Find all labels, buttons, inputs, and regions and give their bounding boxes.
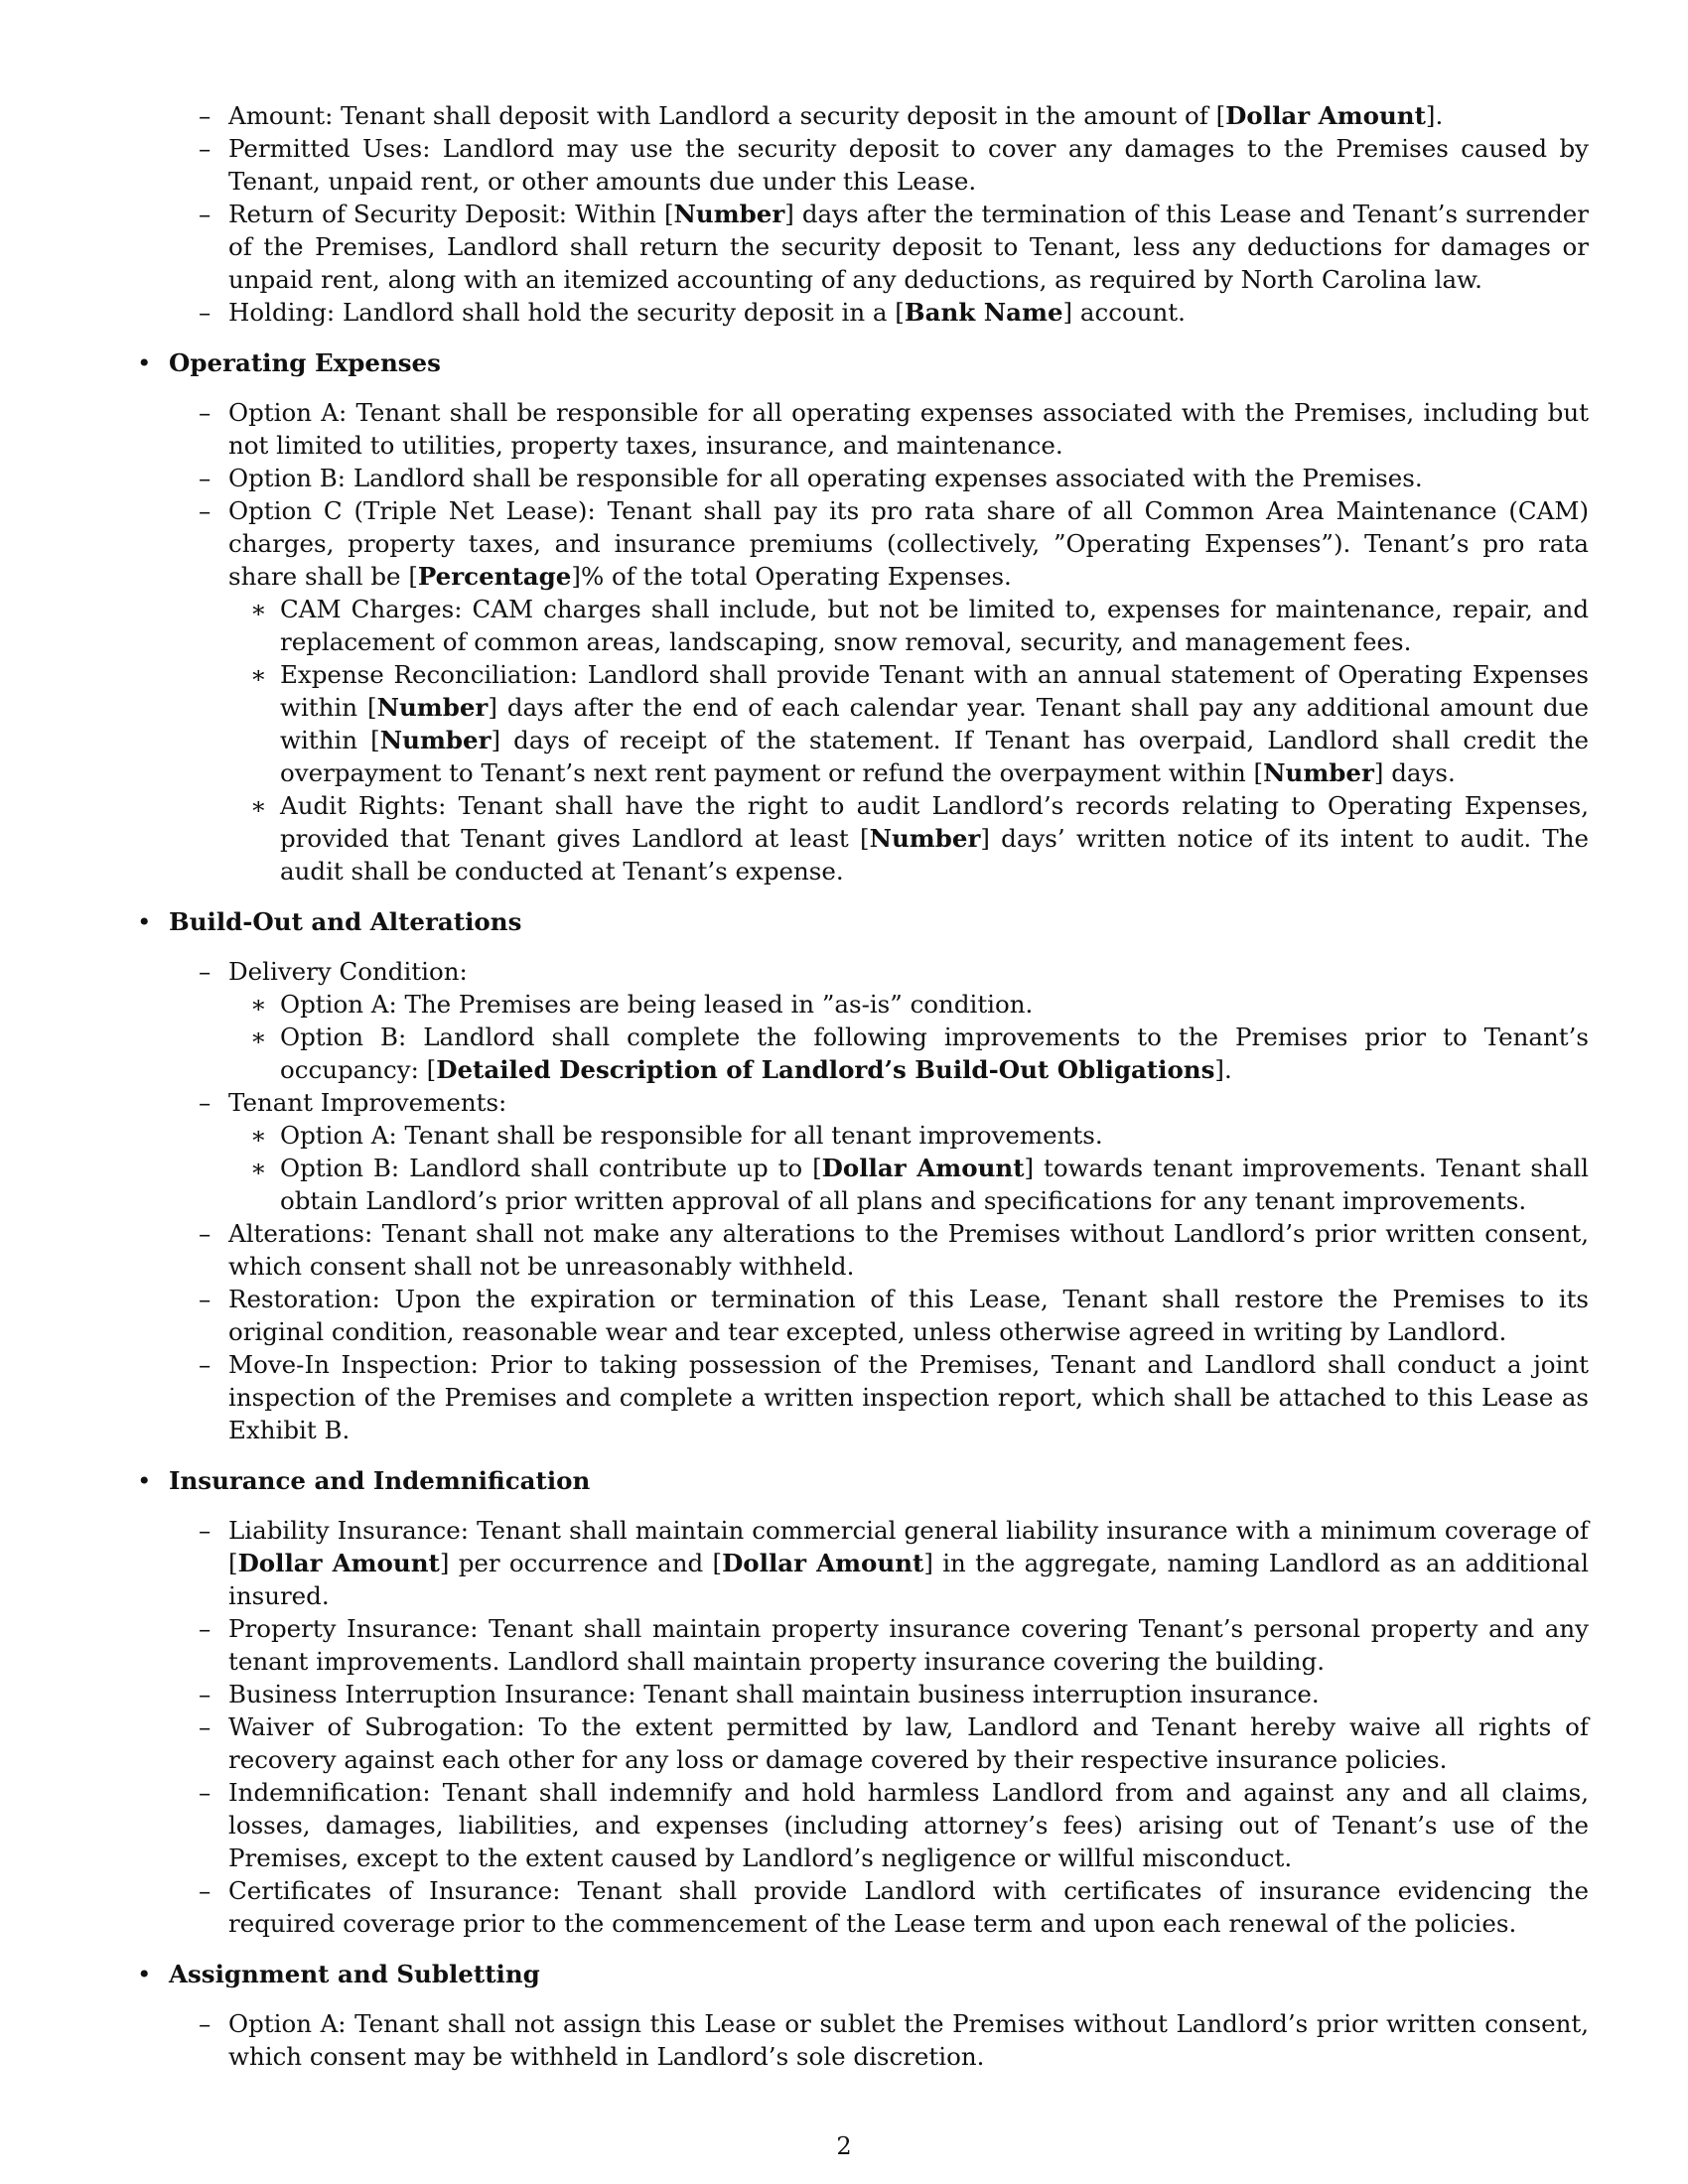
bullet-marker: • [137, 1960, 152, 1988]
bullet-marker: • [137, 348, 152, 377]
placeholder-field: Detailed Description of Landlord’s Build-Out Obligations [436, 1055, 1215, 1084]
placeholder-field: Number [869, 824, 981, 853]
dash-marker: – [199, 1712, 211, 1741]
list-item: – Liability Insurance: Tenant shall maintain commercial general liability insurance with a minimum coverage of [Dollar Amount] per occurrence and [Dollar Amount] in the aggregate, naming Landlord as an additional insured. [199, 1516, 1590, 1610]
dash-marker: – [199, 2009, 211, 2038]
list-item: – Option B: Landlord shall be responsible for all operating expenses associated with the Premises. [199, 464, 1423, 492]
placeholder-field: Dollar Amount [821, 1154, 1025, 1182]
placeholder-field: Number [1263, 758, 1374, 787]
list-item: – Tenant Improvements: [199, 1088, 507, 1117]
section-operating-expenses [129, 346, 1589, 887]
dash-marker: – [199, 200, 211, 228]
list-item: – Return of Security Deposit: Within [Number] days after the termination of this Lease and Tenant’s surrender of the Premises, Landlord shall return the security deposit to Tenant, less any deductions for damages or unpaid rent, along with an itemized accounting of any deductions, as required by North Carolina law. [199, 200, 1589, 294]
dash-marker: – [199, 101, 211, 130]
star-marker: ∗ [250, 1154, 267, 1182]
list-item: – Holding: Landlord shall hold the security deposit in a [Bank Name] account. [199, 298, 1186, 327]
list-item: – Indemnification: Tenant shall indemnify and hold harmless Landlord from and against any and all claims, losses, damages, liabilities, and expenses (including attorney’s fees) arising out of Tenant’s use of the Premises, except to the extent caused by Landlord’s negligence or willful misconduct. [199, 1778, 1589, 1872]
dash-marker: – [199, 1876, 211, 1905]
list-item: ∗ CAM Charges: CAM charges shall include, but not be limited to, expenses for maintenance, repair, and replacement of common areas, landscaping, snow removal, security, and management fees. [250, 595, 1589, 656]
list-item: – Alterations: Tenant shall not make any alterations to the Premises without Landlord’s prior written consent, which consent shall not be unreasonably withheld. [199, 1219, 1589, 1281]
dash-marker: – [199, 1088, 211, 1117]
placeholder-field: Number [376, 693, 489, 722]
dash-marker: – [199, 1614, 211, 1643]
list-item: – Move-In Inspection: Prior to taking possession of the Premises, Tenant and Landlord shall conduct a joint inspection of the Premises and complete a written inspection report, which shall be attached to this Lease as Exhibit B. [199, 1350, 1589, 1444]
dash-marker: – [199, 1680, 211, 1708]
section-heading: Assignment and Subletting [169, 1960, 540, 1988]
dash-marker: – [199, 298, 211, 327]
dash-marker: – [199, 1350, 211, 1379]
page-number: 2 [836, 2132, 852, 2160]
section-heading: Build-Out and Alterations [169, 907, 522, 936]
list-item: ∗ Audit Rights: Tenant shall have the right to audit Landlord’s records relating to Operating Expenses, provided that Tenant gives Landlord at least [Number] days’ written notice of its intent to audit. The audit shall be conducted at Tenant’s expense. [250, 791, 1589, 886]
dash-marker: – [199, 1778, 211, 1807]
dash-marker: – [199, 1219, 211, 1248]
placeholder-field: Number [673, 200, 785, 228]
list-item: – Certificates of Insurance: Tenant shall provide Landlord with certificates of insurance evidencing the required coverage prior to the commencement of the Lease term and upon each renewal of the policies. [199, 1876, 1589, 1938]
bullet-marker: • [137, 1466, 152, 1495]
list-item: – Waiver of Subrogation: To the extent permitted by law, Landlord and Tenant hereby waive all rights of recovery against each other for any loss or damage covered by their respective insurance policies. [199, 1712, 1589, 1774]
dash-marker: – [199, 134, 211, 163]
section-heading: Insurance and Indemnification [169, 1466, 591, 1495]
section-list [129, 346, 1589, 2073]
section-build-out [129, 905, 1589, 1446]
security-deposit-list [129, 99, 1589, 329]
dash-marker: – [199, 1285, 211, 1313]
list-item: ∗ Option B: Landlord shall contribute up to [Dollar Amount] towards tenant improvements. Tenant shall obtain Landlord’s prior written approval of all plans and specifications for any tenant improvements. [250, 1154, 1589, 1215]
star-marker: ∗ [250, 1121, 267, 1150]
star-marker: ∗ [250, 595, 267, 623]
document-body [129, 99, 1589, 2073]
placeholder-field: Dollar Amount [1225, 101, 1426, 130]
section-assignment [129, 1958, 1589, 2073]
dash-marker: – [199, 957, 211, 986]
star-marker: ∗ [250, 990, 267, 1019]
section-insurance [129, 1464, 1589, 1940]
star-marker: ∗ [250, 791, 267, 820]
star-marker: ∗ [250, 1023, 267, 1051]
placeholder-field: Bank Name [904, 298, 1063, 327]
dash-marker: – [199, 464, 211, 492]
star-marker: ∗ [250, 660, 267, 689]
list-item: ∗ Option A: The Premises are being leased in ”as-is” condition. [250, 990, 1034, 1019]
list-item: – Delivery Condition: [199, 957, 468, 986]
dash-marker: – [199, 398, 211, 427]
dash-marker: – [199, 496, 211, 525]
list-item: ∗ Option B: Landlord shall complete the following improvements to the Premises prior to Tenant’s occupancy: [Detailed Description of Landlord’s Build-Out Obligations]. [250, 1023, 1589, 1084]
list-item: – Business Interruption Insurance: Tenant shall maintain business interruption insurance. [199, 1680, 1320, 1708]
list-item: ∗ Option A: Tenant shall be responsible for all tenant improvements. [250, 1121, 1103, 1150]
section-heading: Operating Expenses [169, 348, 441, 377]
list-item: – Amount: Tenant shall deposit with Landlord a security deposit in the amount of [Dollar Amount]. [199, 101, 1444, 130]
list-item: – Option A: Tenant shall not assign this Lease or sublet the Premises without Landlord’s prior written consent, which consent may be withheld in Landlord’s sole discretion. [199, 2009, 1589, 2071]
list-item: – Option A: Tenant shall be responsible for all operating expenses associated with the Premises, including but not limited to utilities, property taxes, insurance, and maintenance. [199, 398, 1589, 460]
list-item: – Option C (Triple Net Lease): Tenant shall pay its pro rata share of all Common Area Maintenance (CAM) charges, property taxes, and insurance premiums (collectively, ”Operating Expenses”). Tenant’s pro rata share shall be [Percentage]% of the total Operating Expenses. [199, 496, 1589, 591]
bullet-marker: • [137, 907, 152, 936]
list-item: ∗ Expense Reconciliation: Landlord shall provide Tenant with an annual statement of Operating Expenses within [Number] days after the end of each calendar year. Tenant shall pay any additional amount due within [Number] days of receipt of the statement. If Tenant has overpaid, Landlord shall credit the overpayment to Tenant’s next rent payment or refund the overpayment within [Number] days. [250, 660, 1589, 787]
placeholder-field: Number [379, 726, 492, 754]
placeholder-field: Percentage [417, 562, 572, 591]
list-item: – Permitted Uses: Landlord may use the security deposit to cover any damages to the Premises caused by Tenant, unpaid rent, or other amounts due under this Lease. [199, 134, 1589, 196]
placeholder-field: Dollar Amount [722, 1549, 924, 1577]
list-item: – Property Insurance: Tenant shall maintain property insurance covering Tenant’s personal property and any tenant improvements. Landlord shall maintain property insurance covering the building. [199, 1614, 1589, 1676]
dash-marker: – [199, 1516, 211, 1545]
placeholder-field: Dollar Amount [237, 1549, 440, 1577]
list-item: – Restoration: Upon the expiration or termination of this Lease, Tenant shall restore the Premises to its original condition, reasonable wear and tear excepted, unless otherwise agreed in writing by Landlord. [199, 1285, 1589, 1346]
